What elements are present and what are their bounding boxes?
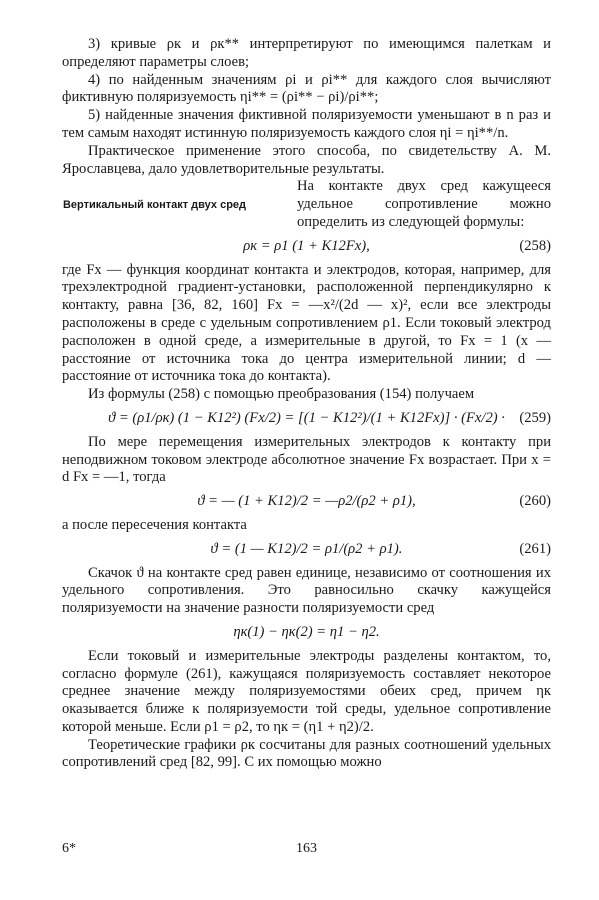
equation-261 bbox=[62, 541, 551, 559]
equation-number: (259) bbox=[519, 409, 551, 426]
page-number: 163 bbox=[296, 841, 317, 856]
equation-259 bbox=[62, 410, 551, 428]
paragraph-after: а после пересечения контакта bbox=[62, 516, 247, 533]
equation-formula: ϑ = — (1 + K12)/2 = —ρ2/(ρ2 + ρ1), bbox=[197, 493, 416, 510]
list-item: 5) найденные значения фиктивной поляризуемости уменьшают в n раз и тем самым находят истинную поляризуемость каждого слоя ηi = ηi**/n. bbox=[62, 107, 551, 141]
equation-number: (261) bbox=[519, 540, 551, 557]
equation-260 bbox=[62, 493, 551, 511]
paragraph-where: где Fx — функция координат контакта и электродов, которая, например, для трехэлектродной градиент-установки, расположенной перпендикулярно к контакту, равна [36, 82, 160] Fx = —x²/(2d — x)², если все электроды расположены в среде с удельным сопротивлением ρ1. Если токовый электрод расположен в одной среде, а измерительные в другой, то Fx = 1 (x — расстояние от источника тока до центра измерительной линии; d — расстояние от источника тока до контакта). bbox=[62, 261, 551, 385]
list-item: 4) по найденным значениям ρi и ρi** для каждого слоя вычисляют фиктивную поляризуемость ηi** = (ρi** − ρi)/ρi**; bbox=[62, 71, 551, 106]
equation-formula: ηк(1) − ηк(2) = η1 − η2. bbox=[233, 623, 380, 640]
equation-258 bbox=[62, 238, 551, 256]
section-heading: Вертикальный контакт двух сред bbox=[62, 199, 247, 212]
equation-formula: ϑ = (1 — K12)/2 = ρ1/(ρ2 + ρ1). bbox=[210, 540, 403, 557]
paragraph-jump: Скачок ϑ на контакте сред равен единице, независимо от соотношения их удельного сопротивления. Это равносильно скачку кажущейся поляризуемости на значение разности поляризуемости сред bbox=[62, 564, 551, 617]
section-vertical-contact bbox=[62, 178, 551, 231]
equation-number: (260) bbox=[519, 493, 551, 510]
paragraph-measure: По мере перемещения измерительных электродов к контакту при неподвижном токовом электроде абсолютное значение Fx возрастает. При x = d Fx = —1, тогда bbox=[62, 433, 551, 486]
paragraph-if: Если токовый и измерительные электроды разделены контактом, то, согласно формуле (261), кажущаяся поляризуемость составляет некоторое среднее значение между поляризуемостями обеих сред, причем ηк оказывается ближе к поляризуемости той среды, удельное сопротивление которой меньше. Если ρ1 = ρ2, то ηк = (η1 + η2)/2. bbox=[62, 647, 551, 735]
equation-formula: ϑ = (ρ1/ρк) (1 − K12²) (Fx/2) = [(1 − K12²)/(1 + K12Fx)] · (Fx/2) · bbox=[108, 409, 505, 426]
paragraph-from: Из формулы (258) с помощью преобразования (154) получаем bbox=[88, 386, 475, 403]
equation-formula: ρк = ρ1 (1 + K12Fx), bbox=[243, 237, 370, 254]
list-item: 3) кривые ρк и ρк** интерпретируют по имеющимся палеткам и определяют параметры слоев; bbox=[62, 36, 551, 70]
equation-number: (258) bbox=[519, 237, 551, 254]
equation-eta bbox=[62, 624, 551, 642]
section-intro: На контакте двух сред кажущееся удельное сопротивление можно определить из следующей формулы: bbox=[297, 178, 551, 230]
signature-mark: 6* bbox=[62, 841, 76, 856]
paragraph-practical: Практическое применение этого способа, по свидетельству А. М. Ярославцева, дало удовлетворительные результаты. bbox=[62, 142, 551, 177]
paragraph-theory: Теоретические графики ρк сосчитаны для разных соотношений удельных сопротивлений сред [82, 99]. С их помощью можно bbox=[62, 736, 551, 771]
